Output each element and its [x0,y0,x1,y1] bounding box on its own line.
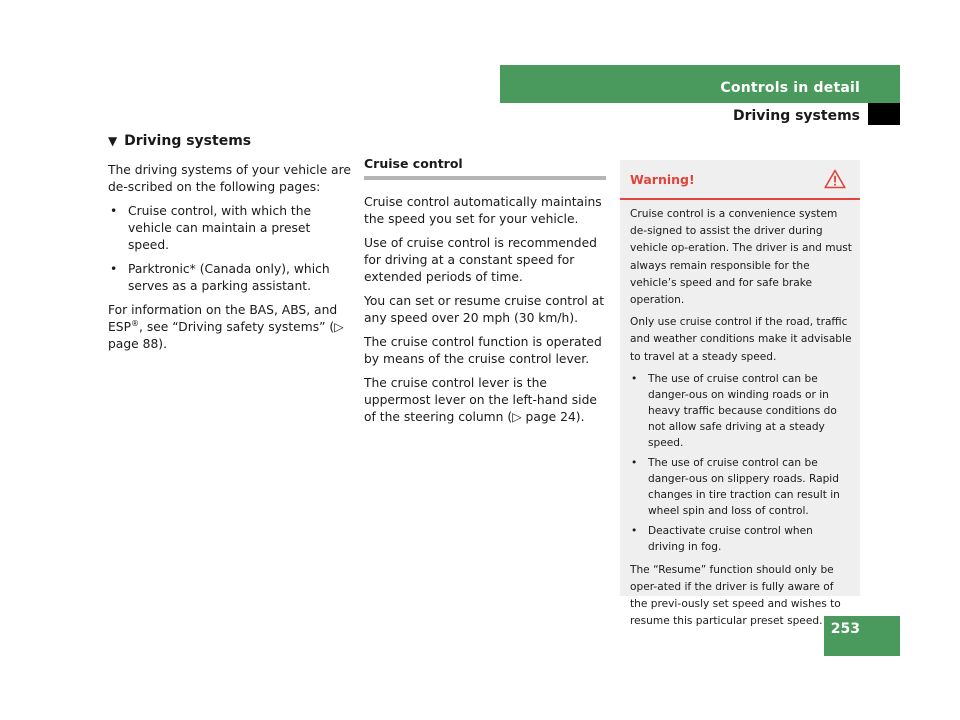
page-number-tab [824,616,900,656]
list-item [108,261,353,295]
bullet-icon: • [631,372,638,385]
list-item [108,203,353,254]
body-paragraph: You can set or resume cruise control at any speed over 20 mph (30 km/h). [364,294,605,325]
bullet-icon: • [110,262,118,276]
page-reference-link[interactable]: , see “Driving safety systems” (▷ page 88). [108,320,344,351]
warning-title: Warning! [630,172,695,187]
info-text: For information on the BAS, ABS, and ESP [108,303,338,334]
bullet-icon: • [631,524,638,537]
page-heading [108,132,353,150]
list-item [630,371,852,451]
warning-header [620,160,860,200]
warning-list [630,371,852,555]
list-item-text: Cruise control, with which the vehicle can maintain a preset speed. [128,204,312,252]
body-paragraph: The cruise control lever is the uppermost lever on the left-hand side of the steering column (▷ page 24). [364,376,597,424]
list-item-text: The use of cruise control can be danger-ous on slippery roads. Rapid changes in tire traction can result in wheel spin and loss of control. [648,456,840,517]
section-title: Controls in detail [720,80,860,96]
section-marker-tab [868,103,900,125]
body-paragraph: The cruise control function is operated by means of the cruise control lever. [364,335,602,366]
bullet-icon: • [110,204,118,218]
section-header-band [500,65,900,103]
warning-box [620,160,860,628]
list-item-text: Parktronic* (Canada only), which serves as a parking assistant. [128,262,330,293]
warning-paragraph: Only use cruise control if the road, traffic and weather conditions make it advisable to travel at a steady speed. [630,316,852,363]
triangle-down-icon: ▼ [108,134,118,148]
warning-body [620,200,860,631]
intro-paragraph: The driving systems of your vehicle are de-scribed on the following pages: [108,163,351,194]
subsection-title: Driving systems [732,108,860,124]
warning-triangle-icon [824,169,846,189]
page-heading-text: Driving systems [124,133,252,149]
warning-paragraph: Cruise control is a convenience system de-signed to assist the driver during vehicle op-eration. The driver is and must always remain responsible for the vehicle’s speed and for safe brake operation. [630,208,852,307]
registered-mark: ® [131,318,139,328]
left-column [108,132,353,360]
bullet-icon: • [631,456,638,469]
page-number: 253 [830,621,860,637]
middle-column [364,156,606,433]
list-item [630,523,852,555]
systems-list [108,203,353,295]
list-item [630,455,852,519]
cruise-control-heading: Cruise control [364,156,606,180]
body-paragraph: Use of cruise control is recommended for driving at a constant speed for extended periods of time. [364,236,597,284]
list-item-text: Deactivate cruise control when driving in fog. [648,524,813,553]
body-paragraph: Cruise control automatically maintains the speed you set for your vehicle. [364,195,602,226]
warning-paragraph: The “Resume” function should only be oper-ated if the driver is fully aware of the previ-ously set speed and wishes to resume this particular preset speed. [630,563,841,628]
info-paragraph [108,302,353,353]
list-item-text: The use of cruise control can be danger-ous on winding roads or in heavy traffic because conditions do not allow safe driving at a steady speed. [648,372,837,449]
